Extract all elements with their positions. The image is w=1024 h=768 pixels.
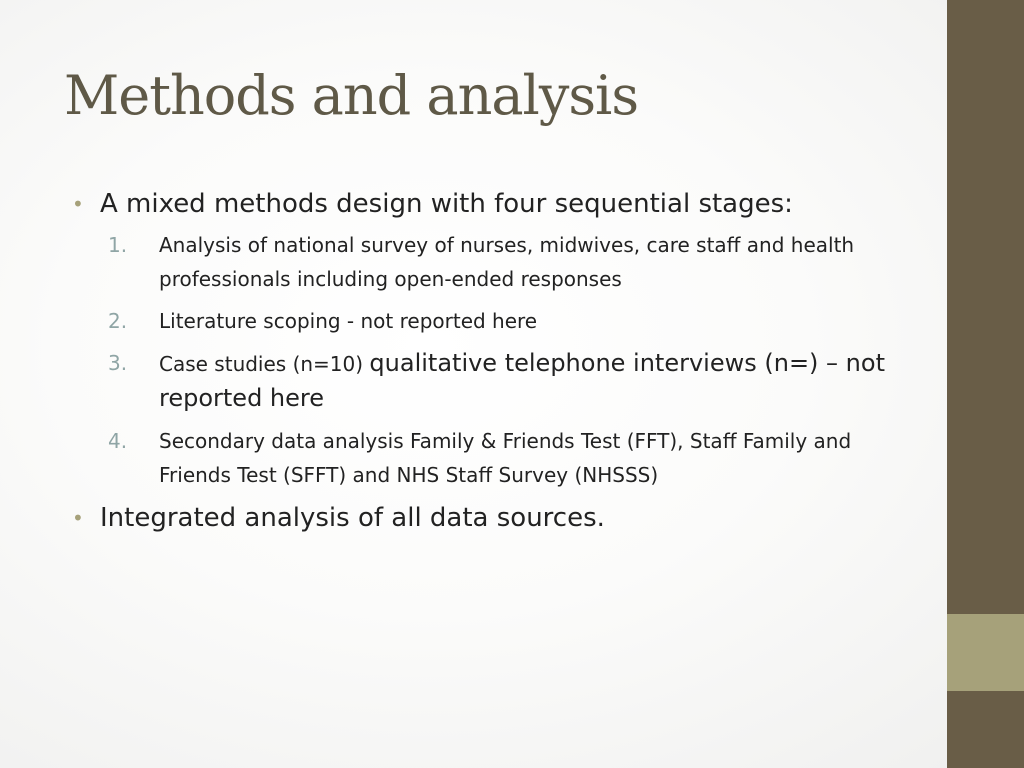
stage-text-small: Case studies (n=10)	[159, 352, 370, 376]
stage-number: 2.	[108, 309, 128, 333]
stage-item	[72, 304, 912, 338]
stage-number: 1.	[108, 233, 128, 257]
bullet-item	[72, 186, 912, 222]
stage-text: Secondary data analysis Family & Friends Test (FFT), Staff Family and Friends Test (SFFT) and NHS Staff Survey (NHSSS)	[159, 429, 852, 487]
sidebar-accent-block	[947, 614, 1024, 691]
slide-body	[72, 186, 912, 536]
bullet-icon: •	[72, 192, 84, 216]
decorative-sidebar	[947, 0, 1024, 768]
stages-list	[72, 228, 912, 492]
bullet-text: A mixed methods design with four sequential stages:	[100, 189, 793, 219]
bullet-text: Integrated analysis of all data sources.	[100, 503, 605, 533]
bullet-icon: •	[72, 506, 84, 530]
bullet-item	[72, 500, 912, 536]
stage-text: Analysis of national survey of nurses, midwives, care staff and health professionals including open-ended responses	[159, 233, 855, 291]
stage-item	[72, 346, 912, 416]
stage-number: 4.	[108, 429, 128, 453]
stage-text-large: qualitative telephone interviews (n=) – not reported here	[159, 349, 885, 412]
slide-title: Methods and analysis	[64, 64, 639, 127]
stage-number: 3.	[108, 351, 128, 375]
stage-item	[72, 228, 912, 296]
stage-text: Literature scoping - not reported here	[159, 309, 538, 333]
stage-item	[72, 424, 912, 492]
